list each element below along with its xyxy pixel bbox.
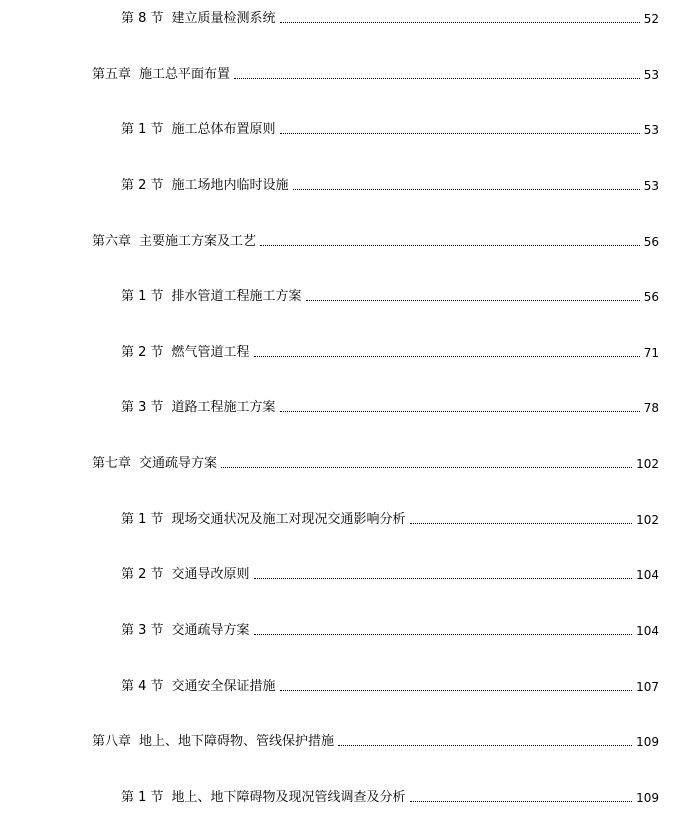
- toc-entry-page-number: 52: [643, 12, 659, 26]
- toc-entry: [0, 509, 699, 531]
- toc-entry-page-number: 104: [636, 568, 659, 582]
- toc-entry-label: 第 2 节: [121, 178, 164, 193]
- toc-entry-page-number: 109: [636, 791, 659, 805]
- toc-entry-page-number: 107: [636, 680, 659, 694]
- toc-entry: [0, 119, 699, 141]
- toc-entry-label: 第 1 节: [121, 790, 164, 805]
- toc-entry: [0, 676, 699, 698]
- toc-entry-label: 第 3 节: [121, 623, 164, 638]
- toc-entry-label: 第 2 节: [121, 345, 164, 360]
- toc-entry: [0, 453, 699, 475]
- dot-leader: [260, 231, 640, 253]
- dot-leader: [221, 453, 632, 475]
- toc-entry-page-number: 53: [643, 179, 659, 193]
- toc-entry: [0, 620, 699, 642]
- toc-entry-page-number: 78: [643, 401, 659, 415]
- toc-entry-title: 燃气管道工程: [171, 345, 250, 360]
- toc-entry: [0, 64, 699, 86]
- toc-entry: [0, 397, 699, 419]
- toc-entry-label: 第 8 节: [121, 11, 164, 26]
- toc-entry: [0, 731, 699, 753]
- toc-entry-title: 现场交通状况及施工对现况交通影响分析: [171, 512, 406, 527]
- toc-entry-title: 交通疏导方案: [171, 623, 250, 638]
- dot-leader: [254, 620, 633, 642]
- toc-entry-label: 第 2 节: [121, 567, 164, 582]
- toc-entry-label: 第 4 节: [121, 679, 164, 694]
- toc-entry-title: 交通安全保证措施: [171, 679, 276, 694]
- toc-entry-title: 地上、地下障碍物及现况管线调查及分析: [171, 790, 406, 805]
- toc-entry-title: 施工场地内临时设施: [171, 178, 289, 193]
- toc-entry: [0, 175, 699, 197]
- toc-entry-title: 主要施工方案及工艺: [139, 234, 257, 249]
- toc-entry-page-number: 102: [636, 457, 659, 471]
- dot-leader: [338, 731, 632, 753]
- toc-entry-page-number: 53: [643, 123, 659, 137]
- toc-entry-page-number: 102: [636, 513, 659, 527]
- toc-entry-page-number: 109: [636, 735, 659, 749]
- toc-entry-page-number: 104: [636, 624, 659, 638]
- toc-entry-title: 排水管道工程施工方案: [171, 289, 302, 304]
- dot-leader: [280, 676, 633, 698]
- dot-leader: [234, 64, 640, 86]
- toc-entry-page-number: 56: [643, 235, 659, 249]
- toc-entry-page-number: 71: [643, 346, 659, 360]
- dot-leader: [410, 509, 633, 531]
- toc-entry-label: 第八章: [92, 734, 132, 749]
- toc-entry: [0, 286, 699, 308]
- toc-entry-title: 施工总体布置原则: [171, 122, 276, 137]
- toc-entry-label: 第五章: [92, 67, 132, 82]
- toc-entry: [0, 342, 699, 364]
- toc-entry-label: 第 1 节: [121, 289, 164, 304]
- dot-leader: [254, 342, 640, 364]
- toc-entry: [0, 564, 699, 586]
- toc-entry-title: 交通疏导方案: [139, 456, 218, 471]
- dot-leader: [280, 8, 640, 30]
- toc-entry: [0, 787, 699, 809]
- toc-entry-title: 建立质量检测系统: [171, 11, 276, 26]
- toc-entry-page-number: 56: [643, 290, 659, 304]
- dot-leader: [306, 286, 640, 308]
- toc-entry-title: 施工总平面布置: [139, 67, 231, 82]
- toc-entry-label: 第七章: [92, 456, 132, 471]
- dot-leader: [254, 564, 633, 586]
- toc-entry-label: 第六章: [92, 234, 132, 249]
- dot-leader: [280, 397, 640, 419]
- toc-entry-label: 第 1 节: [121, 122, 164, 137]
- toc-entry: [0, 8, 699, 30]
- dot-leader: [293, 175, 640, 197]
- toc-entry: [0, 231, 699, 253]
- toc-entry-title: 交通导改原则: [171, 567, 250, 582]
- dot-leader: [280, 119, 640, 141]
- dot-leader: [410, 787, 633, 809]
- toc-entry-label: 第 3 节: [121, 400, 164, 415]
- toc-entry-title: 道路工程施工方案: [171, 400, 276, 415]
- toc-entry-label: 第 1 节: [121, 512, 164, 527]
- toc-entry-page-number: 53: [643, 68, 659, 82]
- toc-entry-title: 地上、地下障碍物、管线保护措施: [139, 734, 335, 749]
